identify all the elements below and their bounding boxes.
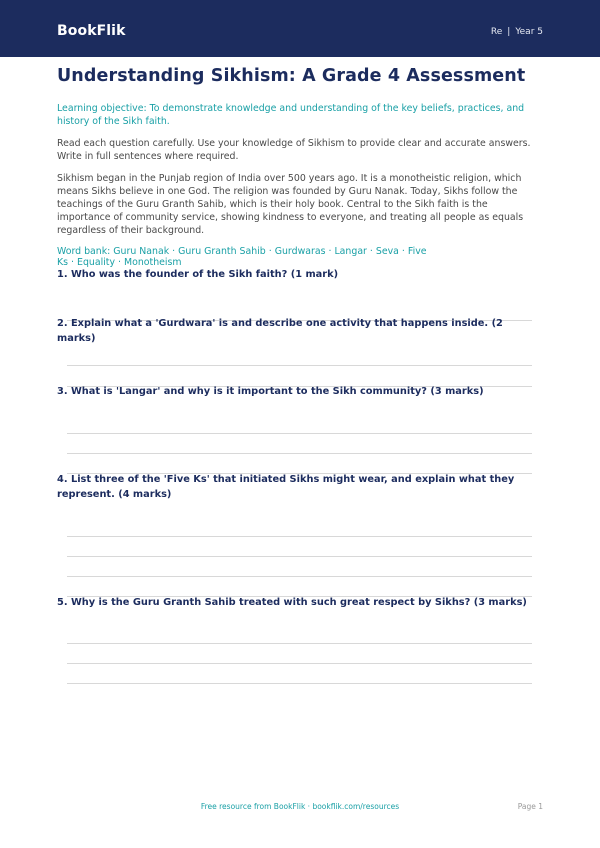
year-label: Year 5: [515, 27, 543, 37]
question-4: 4. List three of the 'Five Ks' that initiated Sikhs might wear, and explain what they represent. (4 marks): [57, 474, 515, 500]
word-bank-item: Five Ks: [57, 246, 427, 268]
meta-separator: |: [507, 27, 511, 37]
answer-line[interactable]: [67, 556, 532, 557]
word-bank-label: Word bank:: [57, 246, 111, 257]
word-bank-separator: ·: [401, 246, 405, 257]
answer-line[interactable]: [67, 365, 532, 366]
page-number: Page 1: [517, 802, 543, 811]
answer-line[interactable]: [67, 576, 532, 577]
page-title: Understanding Sikhism: A Grade 4 Assessment: [57, 66, 526, 86]
question-3: 3. What is 'Langar' and why is it important to the Sikh community? (3 marks): [57, 386, 484, 397]
instructions-text: Read each question carefully. Use your knowledge of Sikhism to provide clear and accurate answers. Write in full sentences where required.: [57, 138, 531, 162]
word-bank-separator: ·: [172, 246, 176, 257]
brand-logo[interactable]: BookFlik: [57, 23, 126, 39]
answer-line[interactable]: [67, 433, 532, 434]
intro-section: [57, 66, 543, 268]
word-bank-item: Monotheism: [124, 257, 182, 268]
word-bank-separator: ·: [328, 246, 332, 257]
intro-paragraph: Sikhism began in the Punjab region of India over 500 years ago. It is a monotheistic religion, which means Sikhs believe in one God. The religion was founded by Guru Nanak. Today, Sikhs follow the teachings of the Guru Granth Sahib, which is their holy book. Central to the Sikh faith is the importance of community service, showing kindness to everyone, and treating all people as equals regardless of their background.: [57, 173, 524, 236]
word-bank: [57, 246, 543, 268]
answer-line[interactable]: [67, 643, 532, 644]
word-bank-item: Seva: [375, 246, 399, 257]
question-5: 5. Why is the Guru Granth Sahib treated with such great respect by Sikhs? (3 marks): [57, 597, 527, 608]
question-2: 2. Explain what a 'Gurdwara' is and describe one activity that happens inside. (2 marks): [57, 318, 503, 344]
page-header: [0, 0, 600, 57]
word-bank-item: Langar: [334, 246, 367, 257]
word-bank-item: Guru Granth Sahib: [178, 246, 266, 257]
learning-objective: Learning objective: To demonstrate knowledge and understanding of the key beliefs, practices, and history of the Sikh faith.: [57, 103, 525, 127]
word-bank-item: Guru Nanak: [113, 246, 170, 257]
answer-line[interactable]: [67, 453, 532, 454]
word-bank-separator: ·: [268, 246, 272, 257]
word-bank-separator: ·: [118, 257, 122, 268]
page-footer[interactable]: Free resource from BookFlik · bookflik.com/resources: [200, 802, 400, 811]
question-1: 1. Who was the founder of the Sikh faith? (1 mark): [57, 269, 339, 280]
header-meta: [491, 27, 543, 37]
answer-line[interactable]: [67, 663, 532, 664]
answer-line[interactable]: [67, 683, 532, 684]
word-bank-item: Gurdwaras: [274, 246, 326, 257]
subject-label: Re: [490, 27, 503, 37]
word-bank-item: Equality: [77, 257, 116, 268]
word-bank-separator: ·: [369, 246, 373, 257]
word-bank-separator: ·: [71, 257, 75, 268]
answer-line[interactable]: [67, 536, 532, 537]
